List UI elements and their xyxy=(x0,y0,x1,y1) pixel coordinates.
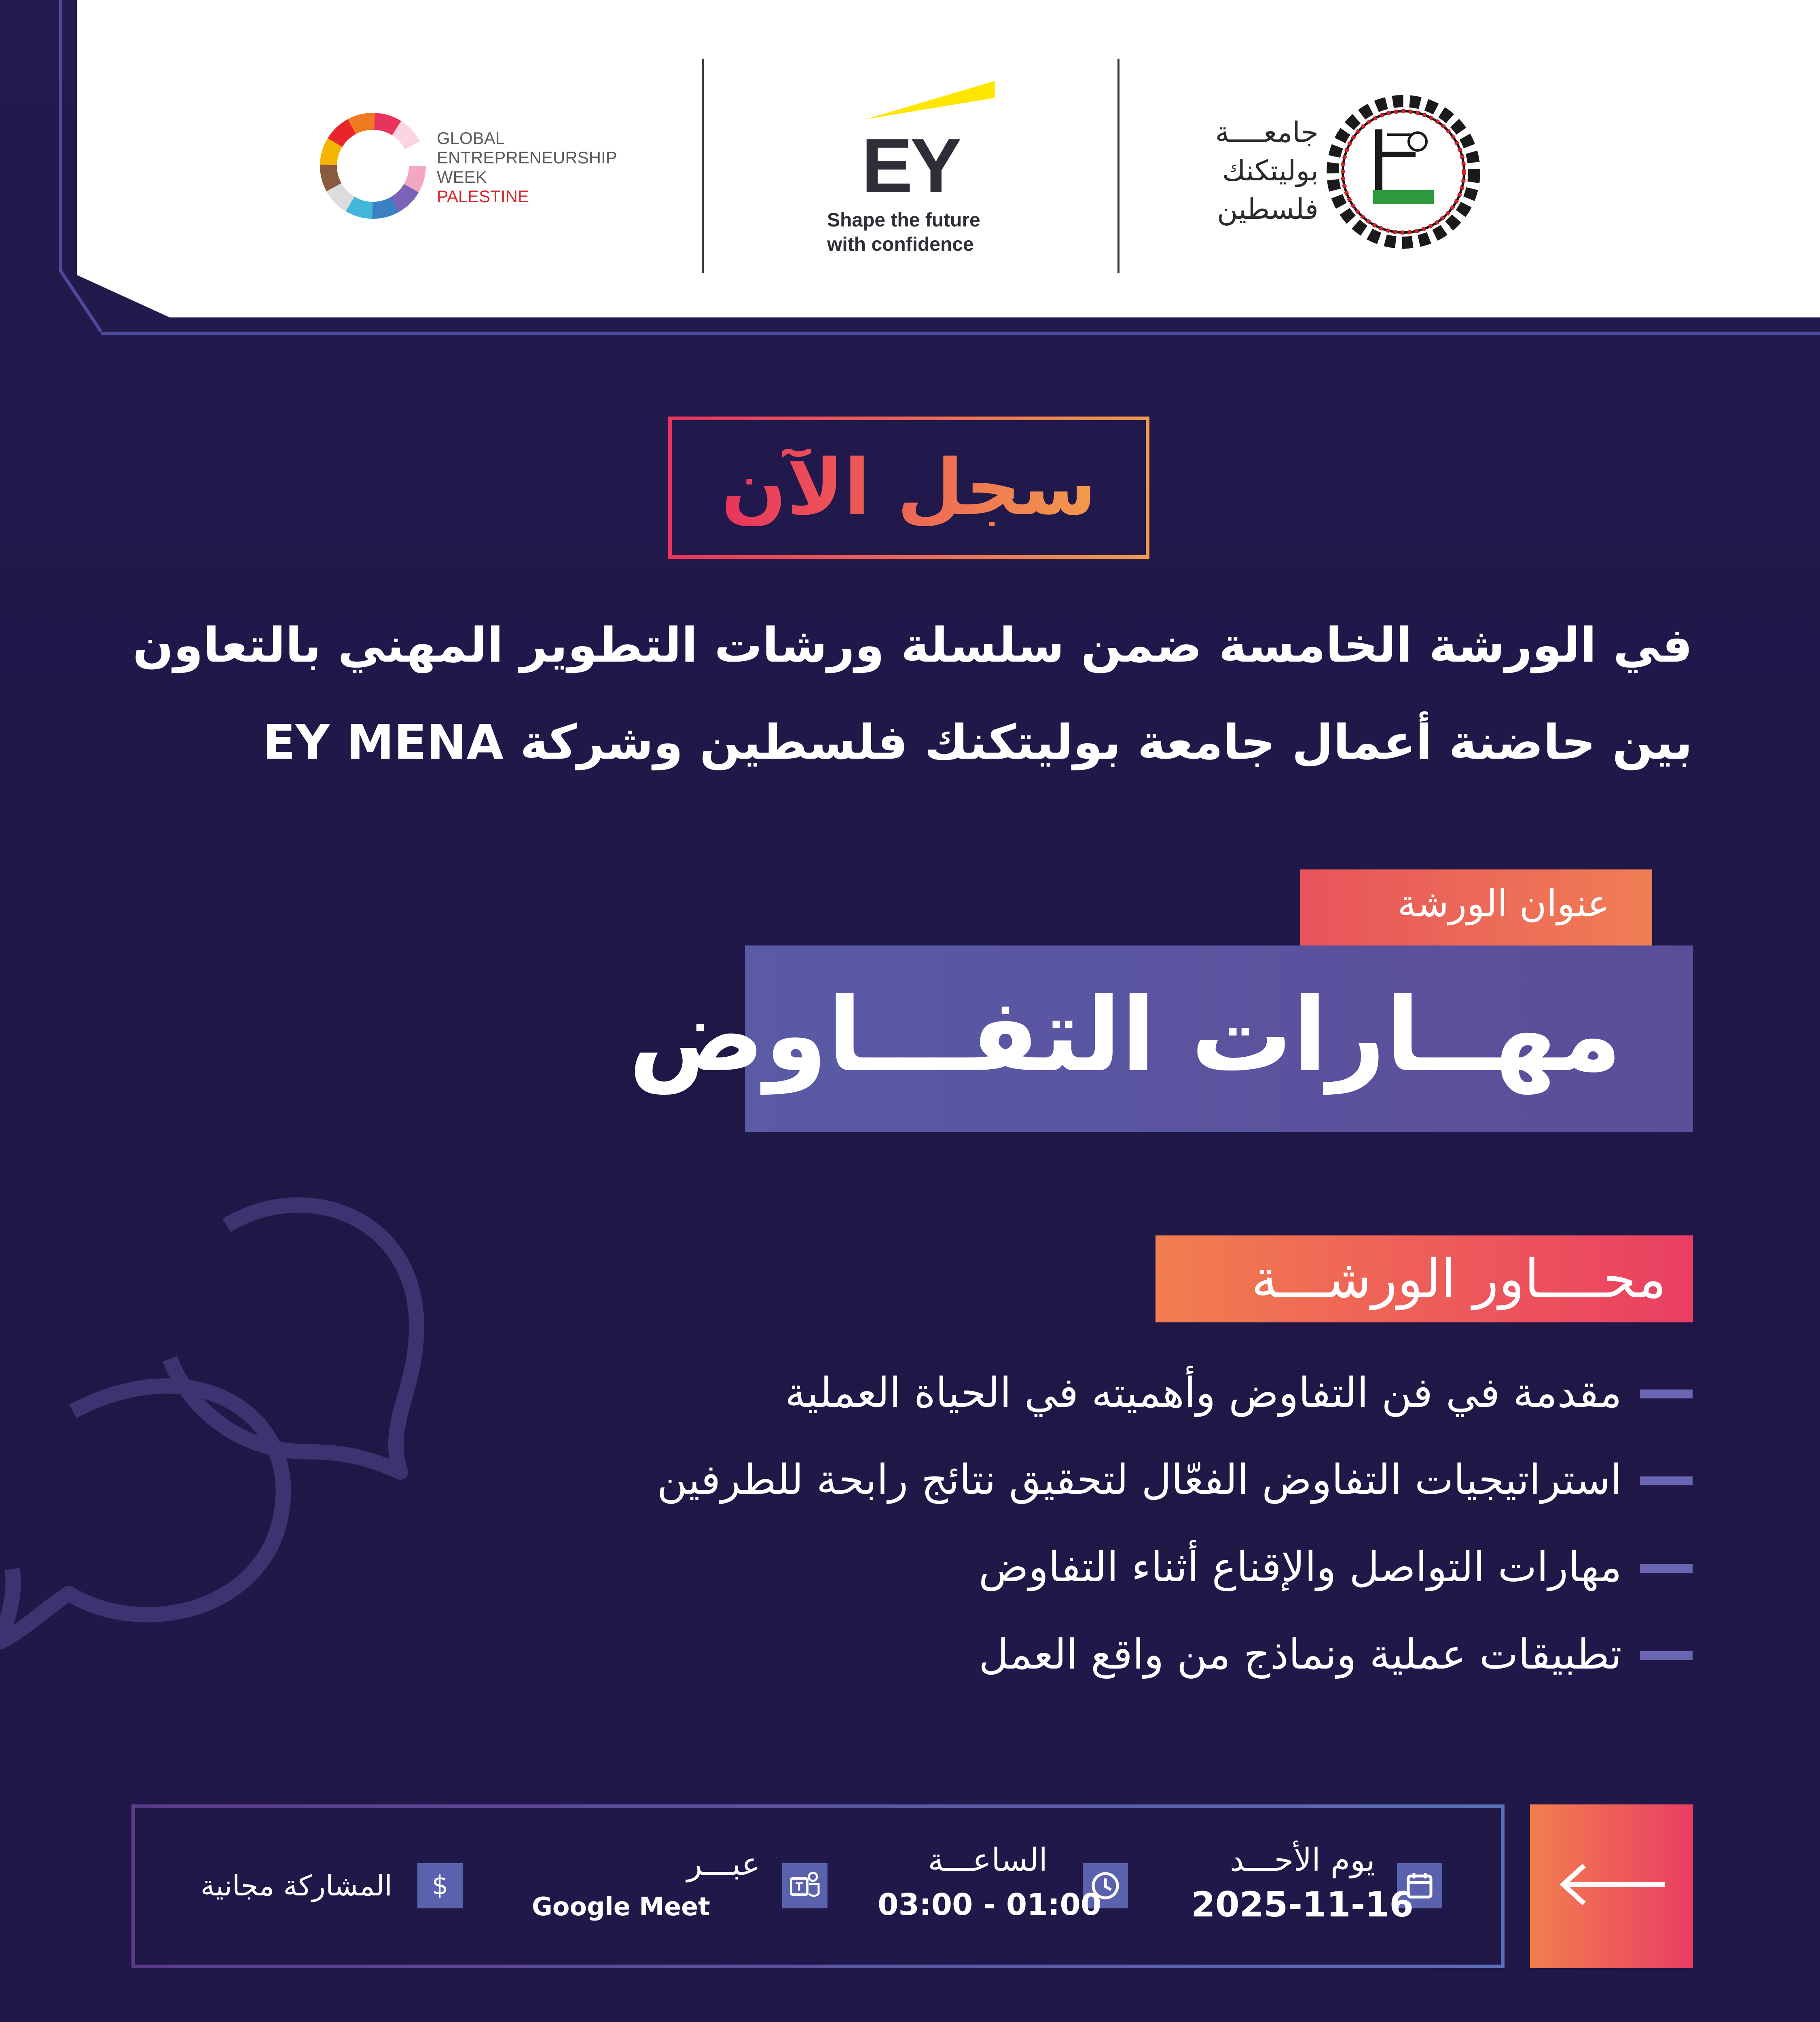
axis-item-1: مقدمة في فن التفاوض وأهميته في الحياة العملية xyxy=(785,1369,1622,1417)
ey-tagline-2: with confidence xyxy=(827,234,974,255)
bullet-dash-icon xyxy=(1640,1476,1693,1485)
ey-tagline-1: Shape the future xyxy=(827,209,980,231)
axis-item-4: تطبيقات عملية ونماذج من واقع العمل xyxy=(978,1631,1622,1679)
bullet-dash-icon xyxy=(1640,1390,1693,1398)
arrow-left-icon xyxy=(1559,1862,1666,1907)
time-label: الساعـــة xyxy=(928,1842,1048,1878)
platform-label: عبـــر xyxy=(687,1846,760,1882)
header-underline xyxy=(101,332,1820,335)
axis-item-3: مهارات التواصل والإقناع أثناء التفاوض xyxy=(978,1543,1622,1591)
dollar-icon: $ xyxy=(417,1863,463,1908)
date-value: 2025-11-16 xyxy=(1191,1885,1414,1925)
workshop-title: مهــارات التفـــاوض xyxy=(629,976,1622,1094)
footer-line-1 xyxy=(115,2020,1693,2022)
gew-line-2: ENTREPRENEURSHIP xyxy=(437,148,617,167)
ppu-logo-text xyxy=(1185,113,1318,228)
register-now-label: سجل الآن xyxy=(721,443,1097,532)
register-now-badge[interactable] xyxy=(668,417,1149,559)
ppu-line-2: بوليتكنك xyxy=(1222,154,1318,187)
workshop-title-label: عنوان الورشة xyxy=(1397,882,1610,925)
gew-line-1: GLOBAL xyxy=(437,129,505,148)
ey-tagline xyxy=(827,208,997,257)
axis-item-2: استراتيجيات التفاوض الفعّال لتحقيق نتائج رابحة للطرفين xyxy=(657,1456,1622,1504)
intro-line-1: في الورشة الخامسة ضمن سلسلة ورشات التطوير المهني بالتعاون xyxy=(133,617,1693,673)
workshop-axes-heading: محــــاور الورشـــة xyxy=(1251,1248,1666,1310)
gew-line-4: PALESTINE xyxy=(437,187,529,206)
ppu-emblem-icon xyxy=(1327,95,1480,249)
time-value: 03:00 - 01:00 xyxy=(878,1887,1102,1922)
fee-label: المشاركة مجانية xyxy=(200,1869,392,1902)
chat-bubbles-icon xyxy=(0,1132,485,1658)
ppu-line-3: فلسطين xyxy=(1217,192,1318,226)
ppu-line-1: جامعــــة xyxy=(1215,116,1318,149)
bullet-dash-icon xyxy=(1640,1564,1693,1573)
ey-logo-mark: EY xyxy=(861,123,959,209)
gew-logo-text xyxy=(437,129,617,206)
intro-line-2: بين حاضنة أعمال جامعة بوليتكنك فلسطين وشركة EY MENA xyxy=(262,714,1693,770)
date-label: يوم الأحـــد xyxy=(1230,1842,1375,1878)
platform-value: Google Meet xyxy=(532,1892,710,1921)
gew-ring-icon xyxy=(315,108,431,224)
gew-line-3: WEEK xyxy=(437,167,487,186)
header-divider-2 xyxy=(1117,59,1120,273)
header-divider-1 xyxy=(702,59,704,273)
svg-text:T: T xyxy=(795,1880,803,1893)
bullet-dash-icon xyxy=(1640,1651,1693,1660)
ey-beam-icon xyxy=(866,81,995,121)
teams-icon xyxy=(782,1863,827,1908)
